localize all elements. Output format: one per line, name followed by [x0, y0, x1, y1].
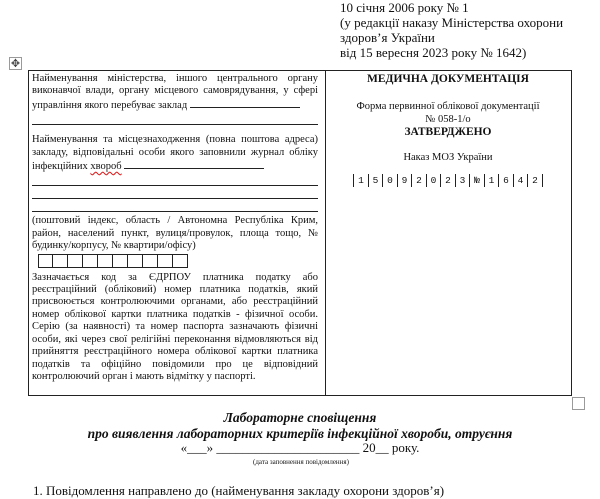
header-line: (у редакції наказу Міністерства охорони	[340, 15, 564, 30]
order-label: Наказ МОЗ України	[403, 152, 493, 163]
facility-field[interactable]	[124, 159, 264, 169]
table-move-handle-icon[interactable]: ✥	[10, 57, 21, 70]
notice-item-1: 1. Повідомлення направлено до (найменування закладу охорони здоров’я)	[33, 483, 445, 498]
table-resize-handle-icon[interactable]	[572, 397, 585, 410]
facility-field-line[interactable]	[32, 199, 318, 212]
right-column	[326, 73, 570, 187]
ministry-label: Найменування міністерства, іншого центрального органу виконавчої влади, органу місцевого самоврядування, у сфері управління якого перебуває заклад	[32, 73, 318, 111]
fill-date-line[interactable]: «___» ______________________ 20__ року.	[180, 440, 420, 455]
header-line: здоров’я України	[340, 30, 435, 45]
left-column	[32, 73, 318, 383]
doc-subtitle: про виявлення лабораторних критеріїв інфекційної хвороби, отруєння	[87, 426, 513, 441]
ministry-field-line[interactable]	[32, 112, 318, 125]
header-line: 10 січня 2006 року № 1	[340, 0, 469, 15]
facility-label: Найменування та місцезнаходження (повна поштова адреса) закладу, відповідальні особи якого заповнили журнал обліку інфекційних хвороб	[32, 134, 318, 173]
medical-docs-heading: МЕДИЧНА ДОКУМЕНТАЦІЯ	[367, 73, 529, 85]
order-code-cells: 1 5 0 9 2 0 2 3 № 1 6 4 2	[353, 174, 543, 187]
facility-field-line[interactable]	[32, 173, 318, 186]
edrpou-cells[interactable]	[38, 254, 318, 268]
ministry-field[interactable]	[190, 98, 300, 108]
doc-title: Лабораторне сповіщення	[223, 410, 377, 425]
approved-label: ЗАТВЕРДЖЕНО	[404, 126, 492, 138]
header-line: від 15 вересня 2023 року № 1642)	[340, 45, 527, 60]
facility-field-line[interactable]	[32, 186, 318, 199]
address-hint: (поштовий індекс, область / Автономна Республіка Крим, район, населений пункт, вулиця/провулок, площа тощо, № будинку/корпусу, № квартири/офісу)	[32, 215, 318, 252]
spellcheck-word: хвороб	[90, 161, 122, 173]
header-lines	[340, 0, 595, 60]
form-number: № 058-1/о	[425, 114, 471, 125]
edrpou-note: Зазначається код за ЄДРПОУ платника податку або реєстраційний (обліковий) номер платника податків, який присвоюється контролюючими органами, або реєстраційний номер облікової картки платника податків - фізичної особи. Серію (за наявності) та номер паспорта зазначають фізичні особи, які через свої релігійні переконання відмовляються від прийняття реєстраційного номера облікової картки платника податків та офіційно повідомили про це відповідний контролюючий орган і мають відмітку у паспорті.	[32, 271, 318, 382]
fill-date-caption: (дата заповнення повідомлення)	[253, 458, 349, 466]
form-name: Форма первинної облікової документації	[356, 101, 540, 112]
